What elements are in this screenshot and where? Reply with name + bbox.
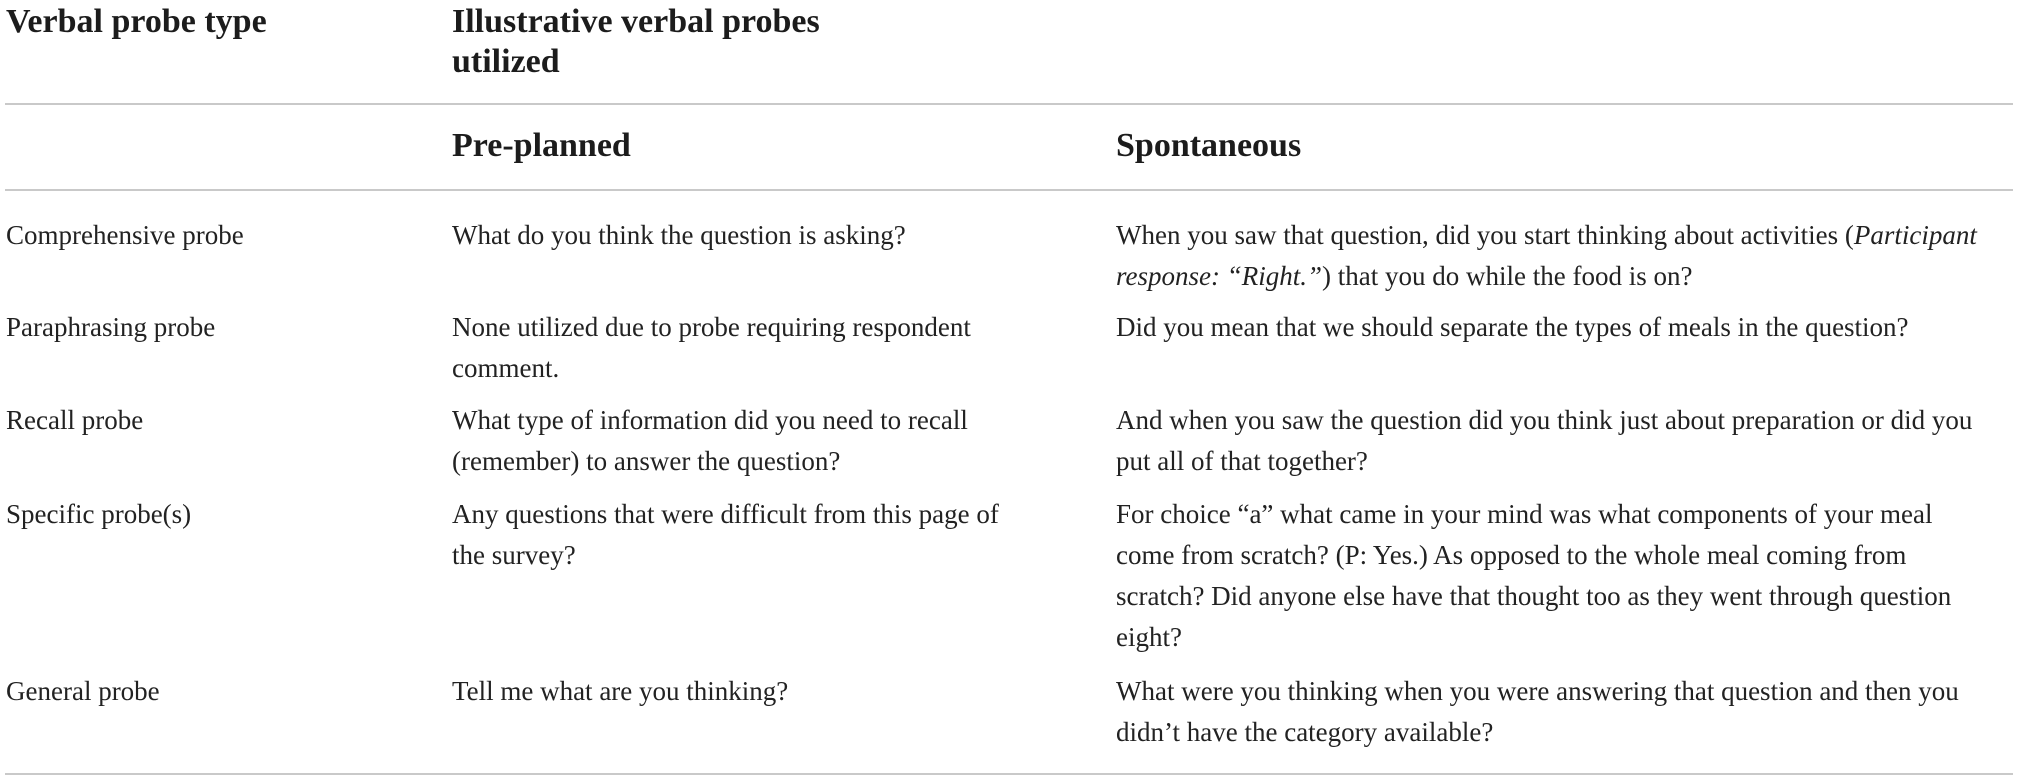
participant-response-italic: Participant response: “Right.” [1116,220,1977,291]
row-specific-preplanned: Any questions that were difficult from this page of the survey? [452,499,999,570]
row-recall-preplanned: What type of information did you need to recall (remember) to answer the question? [452,405,968,476]
subheader-preplanned: Pre-planned [452,127,631,164]
row-paraphrasing-preplanned: None utilized due to probe requiring respondent comment. [452,312,971,383]
row-comprehensive-type: Comprehensive probe [6,220,244,250]
row-general-type: General probe [6,676,160,706]
row-specific-spontaneous: For choice “a” what came in your mind was what components of your meal come from scratch? (P: Yes.) As opposed to the whole meal coming from scratch? Did anyone else have that thought too as they went through question eight? [1116,499,1952,652]
row-general-spontaneous: What were you thinking when you were answering that question and then you didn’t have the category available? [1116,676,1959,747]
row-recall-spontaneous: And when you saw the question did you think just about preparation or did you put all of that together? [1116,405,1973,476]
row-comprehensive-preplanned: What do you think the question is asking? [452,220,906,250]
subheader-spontaneous: Spontaneous [1116,127,1302,164]
spontaneous-text-b: ) that you do while the food is on? [1322,261,1693,291]
row-specific-type: Specific probe(s) [6,499,192,529]
row-paraphrasing-spontaneous: Did you mean that we should separate the types of meals in the question? [1116,312,1909,342]
row-recall-type: Recall probe [6,405,144,435]
subheader-rule [5,189,2013,191]
row-paraphrasing-type: Paraphrasing probe [6,312,216,342]
table-bottom-rule [5,773,2013,775]
header-illustrative-probes: Illustrative verbal probes utilized [452,3,820,80]
row-comprehensive-spontaneous [1116,215,1996,297]
spontaneous-text-a: When you saw that question, did you start thinking about activities ( [1116,220,1854,250]
row-general-preplanned: Tell me what are you thinking? [452,676,789,706]
header-verbal-probe-type: Verbal probe type [6,3,267,40]
header-rule [5,103,2013,105]
